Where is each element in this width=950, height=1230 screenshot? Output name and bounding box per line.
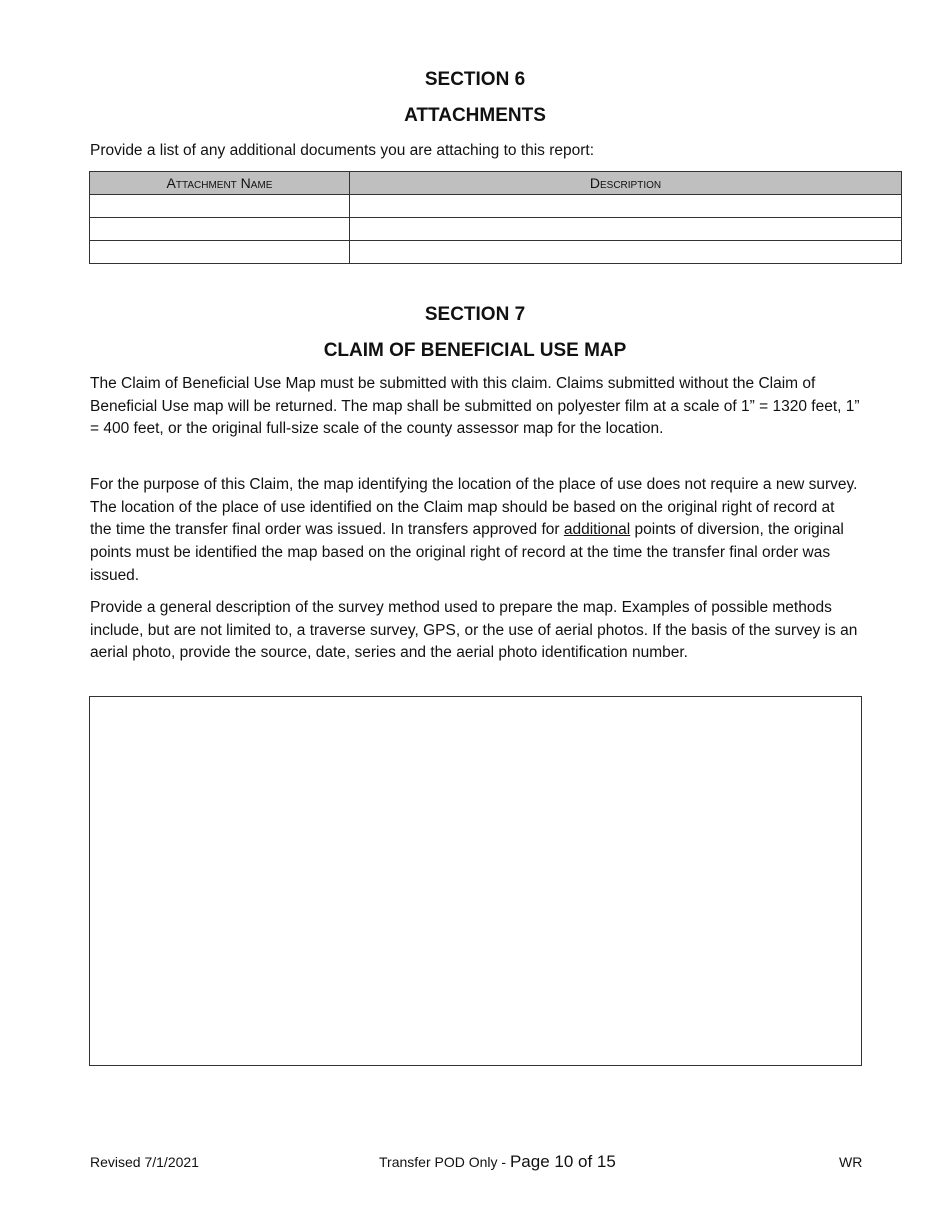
map-purpose-paragraph bbox=[90, 474, 860, 588]
attachment-name-cell[interactable] bbox=[90, 241, 350, 264]
description-cell[interactable] bbox=[350, 195, 902, 218]
attachment-name-cell[interactable] bbox=[90, 195, 350, 218]
attachment-name-header: Attachment Name bbox=[90, 172, 350, 195]
footer-revised: Revised 7/1/2021 bbox=[90, 1154, 199, 1170]
attachment-name-cell[interactable] bbox=[90, 218, 350, 241]
section-7-title: CLAIM OF BENEFICIAL USE MAP bbox=[323, 340, 627, 361]
section-6-title: ATTACHMENTS bbox=[404, 105, 546, 126]
footer-page-info bbox=[379, 1151, 616, 1173]
table-row bbox=[90, 241, 902, 264]
section-6-number: SECTION 6 bbox=[424, 69, 526, 90]
table-header-row bbox=[90, 172, 902, 195]
map-purpose-text-end: points of diversion, the original points must be identified the map based on the original right of record at the time the transfer final order was issued. bbox=[90, 521, 844, 584]
table-row bbox=[90, 195, 902, 218]
map-requirements-paragraph: The Claim of Beneficial Use Map must be submitted with this claim. Claims submitted without the Claim of Beneficial Use map will be returned. The map shall be submitted on polyester film at a scale of 1” = 1320 feet, 1” = 400 feet, or the original full-size scale of the county assessor map for the location. bbox=[90, 375, 860, 438]
section-7-number: SECTION 7 bbox=[424, 304, 526, 325]
footer-form-name: Transfer POD Only - bbox=[379, 1154, 510, 1170]
survey-method-description-box[interactable] bbox=[89, 696, 862, 1066]
survey-method-paragraph: Provide a general description of the survey method used to prepare the map. Examples of possible methods include, but are not limited to, a traverse survey, GPS, or the use of aerial photos. If the basis of the survey is an aerial photo, provide the source, date, series and the aerial photo identification number. bbox=[90, 599, 858, 662]
map-purpose-text-start: For the purpose of this Claim, the map identifying the location of the place of use does not require a new survey. The location of the place of use identified on the Claim map should be based on the original right of record at the time the transfer final order was issued. In transfers approved for bbox=[90, 476, 858, 539]
attachments-table bbox=[89, 171, 902, 264]
table-row bbox=[90, 218, 902, 241]
additional-underlined: additional bbox=[563, 521, 631, 539]
footer-page-number: Page 10 of 15 bbox=[509, 1152, 616, 1171]
attachments-intro: Provide a list of any additional documents you are attaching to this report: bbox=[90, 142, 595, 159]
description-cell[interactable] bbox=[350, 218, 902, 241]
footer-code: WR bbox=[839, 1154, 863, 1170]
description-cell[interactable] bbox=[350, 241, 902, 264]
description-header: Description bbox=[350, 172, 902, 195]
